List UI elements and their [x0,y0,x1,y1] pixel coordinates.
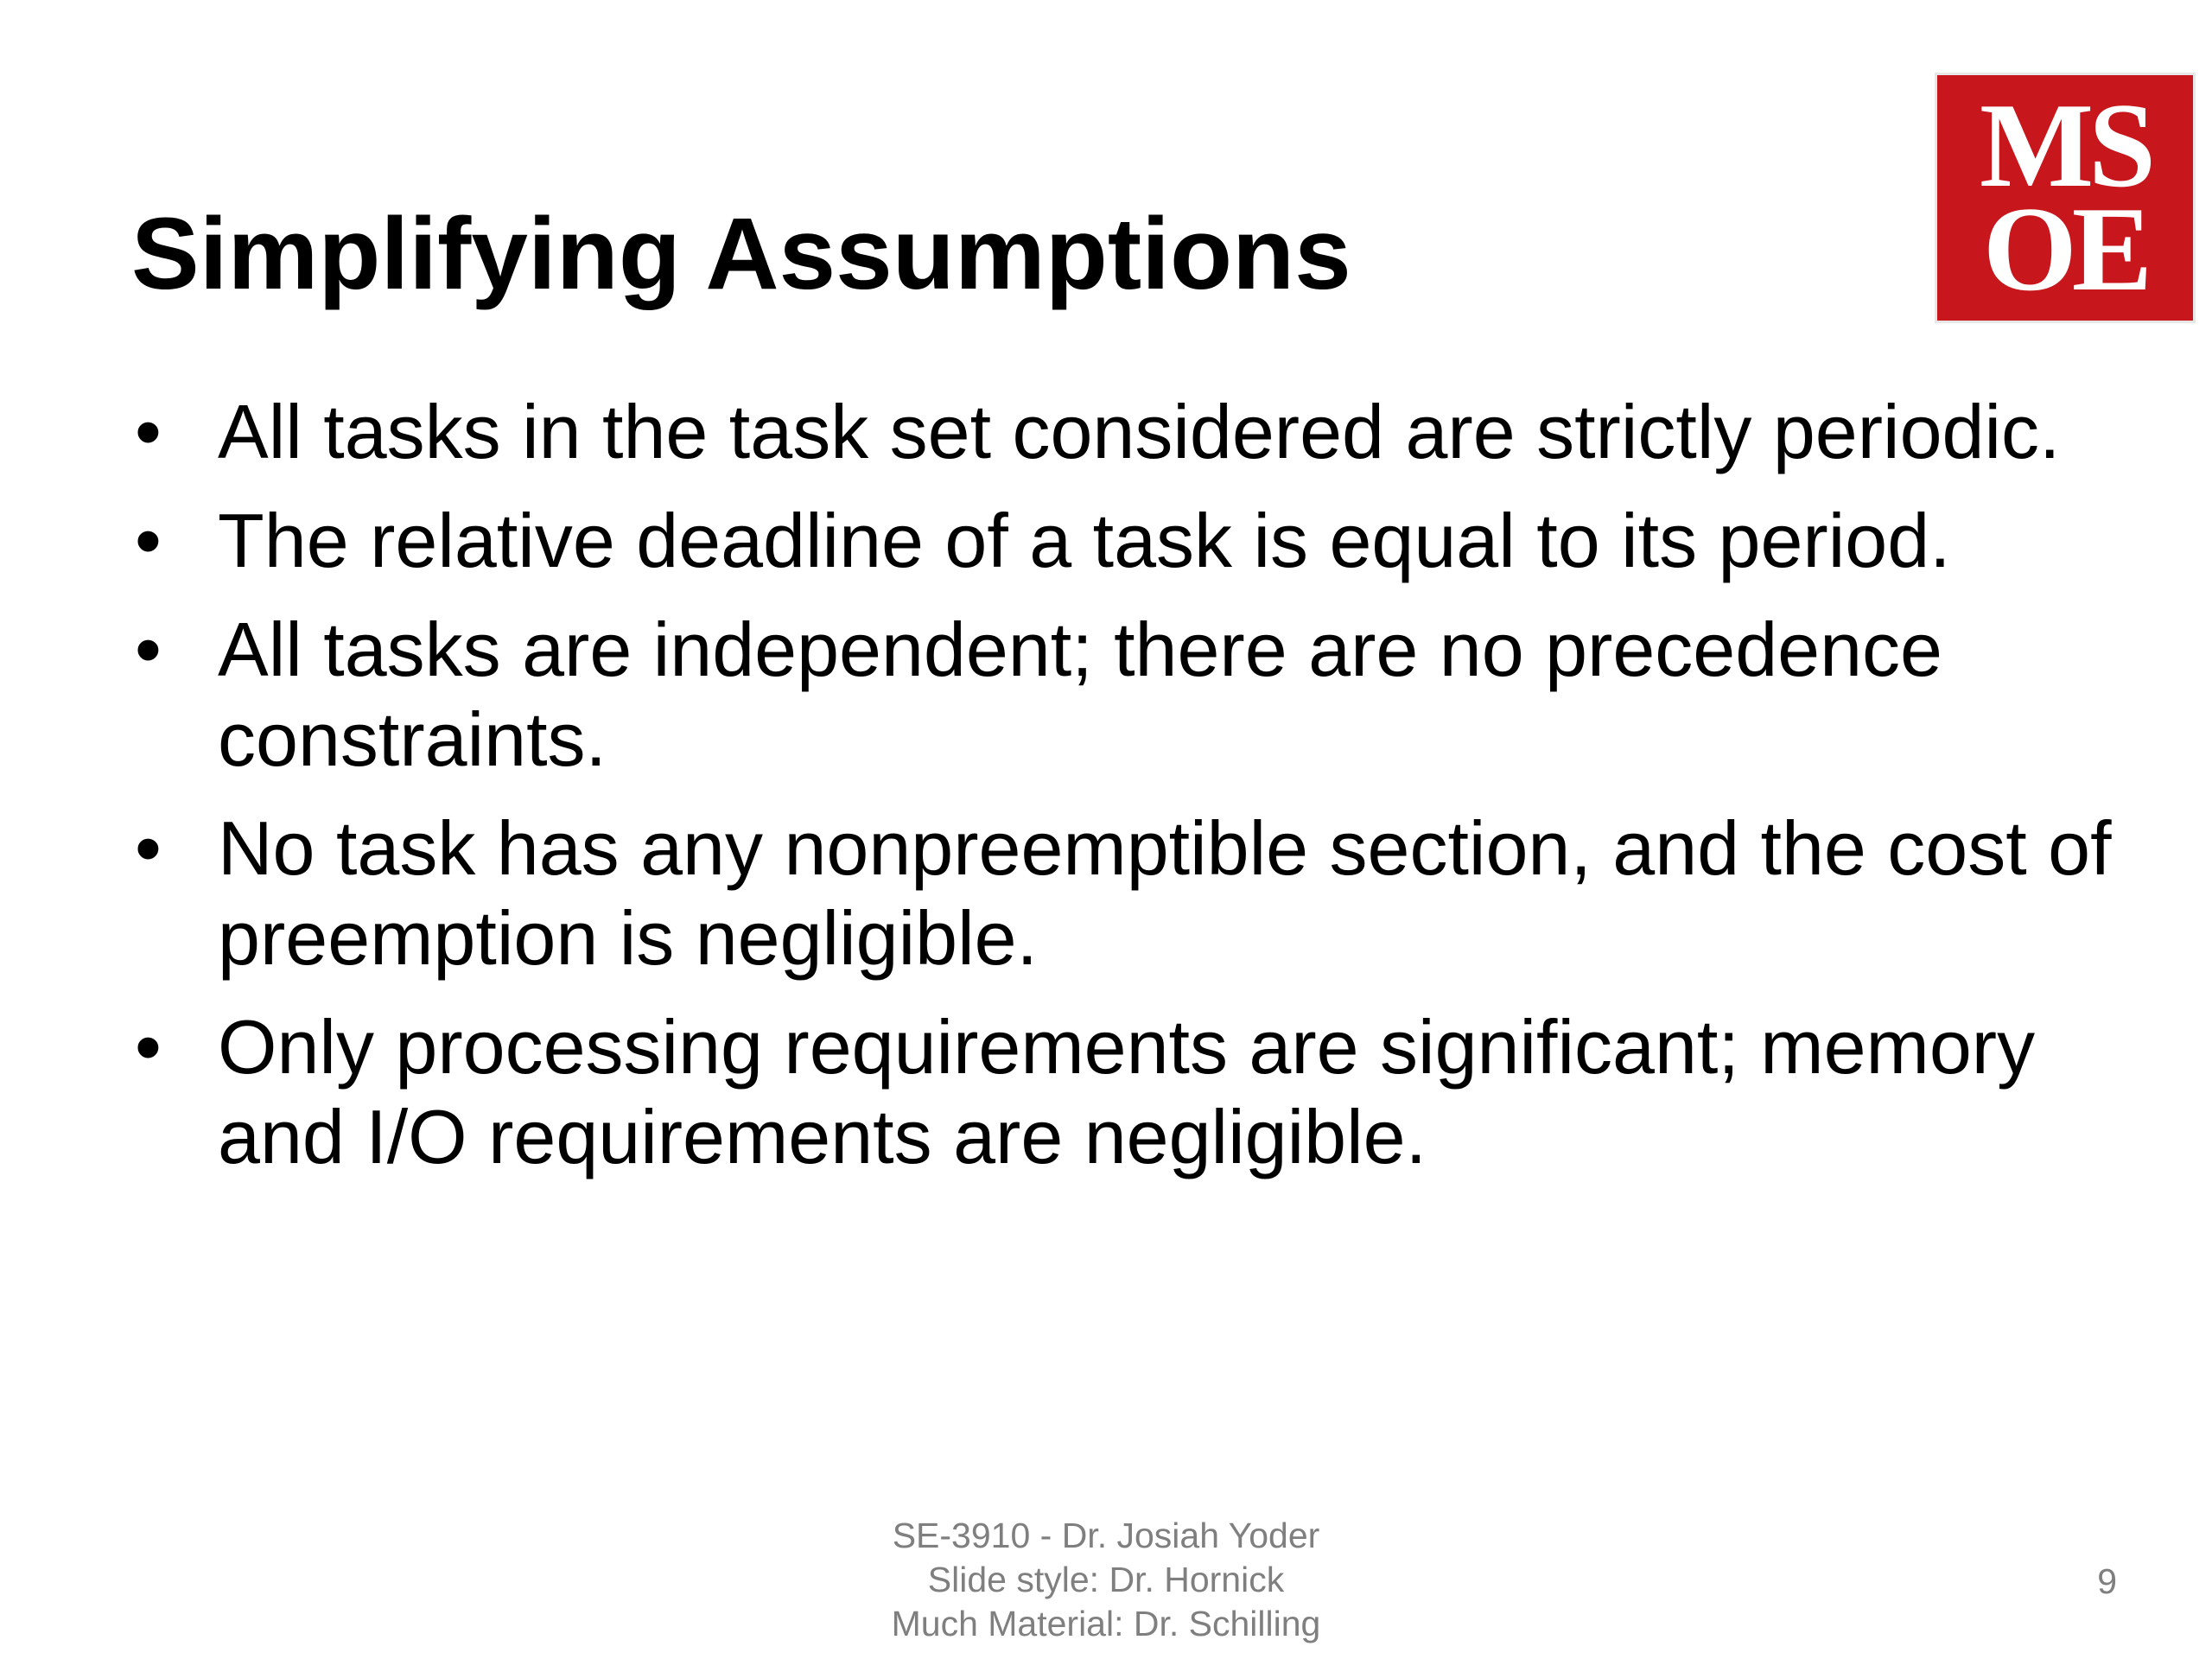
bullet-text: Only processing requirements are significant; memory and I/O requirements are negligible. [218,1004,2036,1179]
bullet-icon: • [135,805,162,891]
slide-footer [760,1514,1452,1646]
bullet-icon: • [135,1004,162,1090]
slide-title: Simplifying Assumptions [131,197,1351,311]
bullet-item [130,605,2117,785]
msoe-logo [1937,75,2193,321]
footer-material-line: Much Material: Dr. Schilling [891,1604,1321,1643]
bullet-item [130,1002,2117,1182]
logo-line-oe: OE [1982,182,2148,316]
bullet-list [130,387,2117,1201]
bullet-icon: • [135,389,162,474]
footer-style-line: Slide style: Dr. Hornick [927,1560,1285,1599]
bullet-item [130,496,2117,586]
bullet-text: All tasks are independent; there are no precedence constraints. [218,607,1942,782]
bullet-icon: • [135,498,162,583]
bullet-text: No task has any nonpreemptible section, and the cost of preemption is negligible. [218,805,2112,981]
footer-course-line: SE-3910 - Dr. Josiah Yoder [892,1516,1320,1555]
bullet-item [130,387,2117,477]
logo-line-ms: MS [1980,78,2151,213]
bullet-text: The relative deadline of a task is equal to its period. [218,498,1951,583]
bullet-item [130,804,2117,983]
bullet-icon: • [135,607,162,692]
page-number: 9 [2097,1561,2117,1601]
bullet-text: All tasks in the task set considered are strictly periodic. [218,389,2061,474]
